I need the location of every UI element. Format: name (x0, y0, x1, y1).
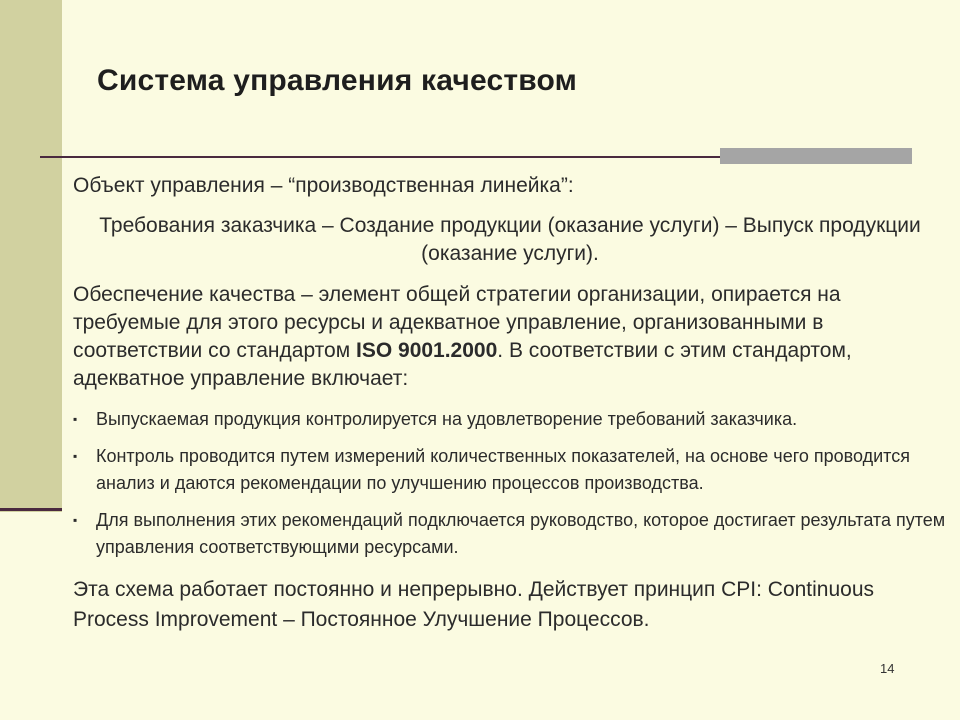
bullet-text: Выпускаемая продукция контролируется на удовлетворение требований заказчика. (96, 409, 798, 429)
slide-title: Система управления качеством (97, 64, 578, 97)
title-accent-bar (720, 148, 912, 164)
bullet-item (73, 443, 953, 497)
bullet-square-icon: ▪ (73, 449, 78, 463)
quality-text-end: . В соответствии с этим стандартом, адекватное управление включает: (73, 339, 852, 390)
bullet-list (73, 406, 953, 571)
side-bar (0, 0, 62, 512)
conclusion-paragraph: Эта схема работает постоянно и непрерывно. Действует принцип CPI: Continuous Process Improvement – Постоянное Улучшение Процессов. (73, 578, 875, 631)
iso-standard: ISO 9001.2000 (356, 339, 498, 362)
bullet-text: Контроль проводится путем измерений количественных показателей, на основе чего проводится анализ и даются рекомендации по улучшению процессов производства. (96, 446, 910, 493)
bullet-text: Для выполнения этих рекомендаций подключается руководство, которое достигает результата путем управления соответствующими ресурсами. (96, 510, 946, 557)
bullet-item (73, 406, 953, 433)
quality-text-start: Обеспечение качества – элемент общей стратегии организации, опирается на требуемые для этого ресурсы и адекватное управление, организованными в соответствии со стандартом (73, 283, 841, 362)
page-number: 14 (880, 661, 895, 676)
object-line: Объект управления – “производственная линейка”: (73, 174, 574, 197)
bullet-square-icon: ▪ (73, 513, 78, 527)
requirements-line: Требования заказчика – Создание продукции (оказание услуги) – Выпуск продукции (оказание услуги). (99, 214, 921, 265)
quality-paragraph (73, 281, 943, 393)
bullet-item (73, 507, 953, 561)
bullet-square-icon: ▪ (73, 412, 78, 426)
side-bar-divider (0, 508, 62, 511)
